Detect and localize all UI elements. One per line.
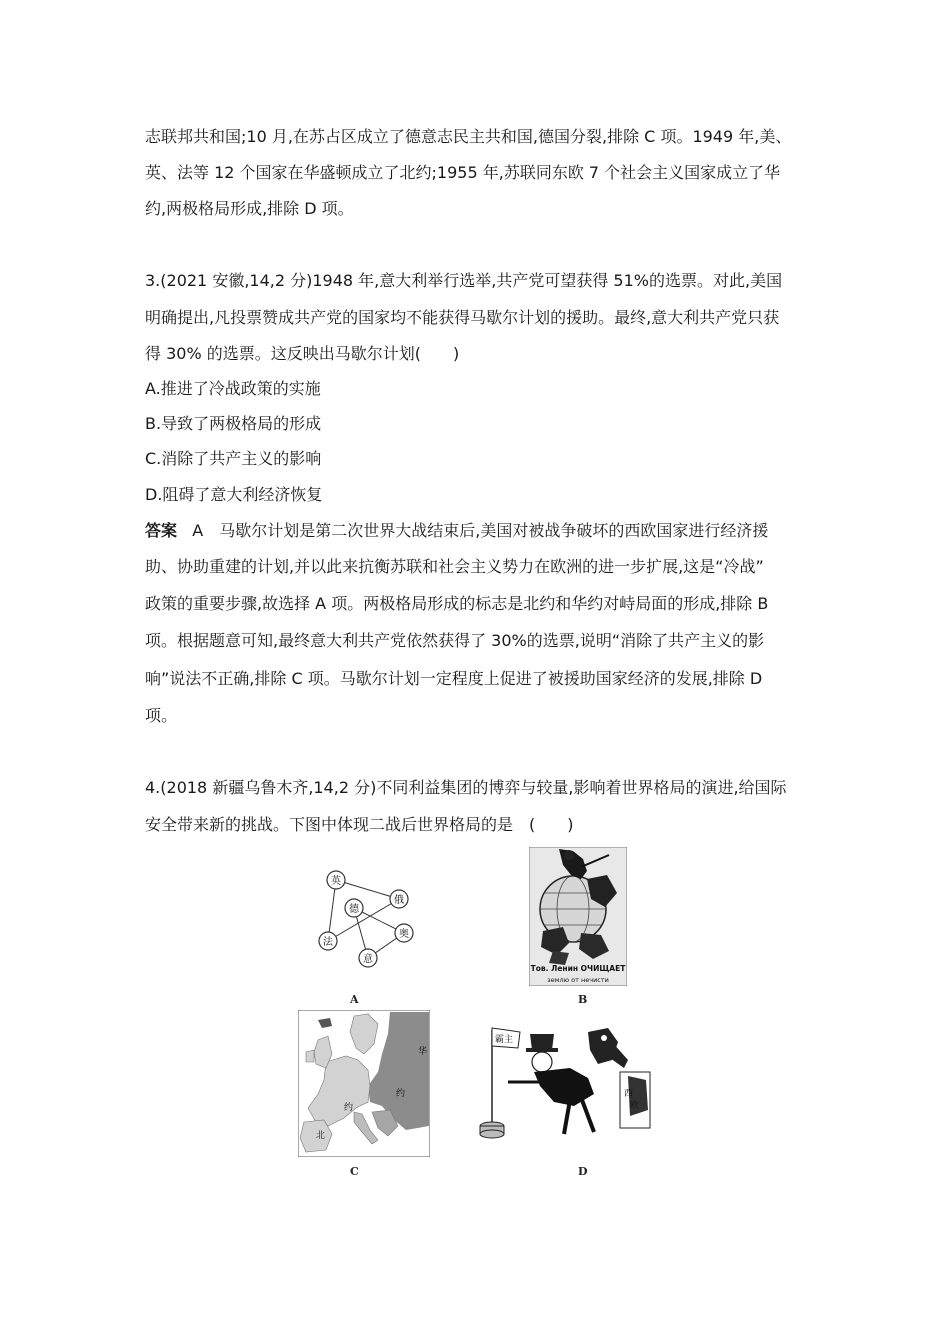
figure-a-network [316,866,416,970]
prev-line-2: 英、法等 12 个国家在华盛顿成立了北约;1955 年,苏联同东欧 7 个社会主义国家成立了华 [145,163,781,182]
poster-text-1: Тов. Ленин ОЧИЩАЕТ [530,964,626,973]
q4-stem-line-1: 4.(2018 新疆乌鲁木齐,14,2 分)不同利益集团的博弈与较量,影响着世界格局的演进,给国际 [145,778,787,797]
node-russia: 俄 [394,895,404,906]
sign-text-1: 西 [624,1089,634,1099]
figure-c-europe-map [298,1010,430,1157]
figure-d-caption: D [578,1165,588,1178]
node-italy: 意 [363,954,373,965]
q4-stem-line-2: 安全带来新的挑战。下图中体现二战后世界格局的是 ( ) [145,815,574,834]
flag-text: 霸主 [494,1035,514,1045]
q3-stem-line-3: 得 30% 的选票。这反映出马歇尔计划( ) [145,344,460,363]
q3-option-b: B.导致了两极格局的形成 [145,414,322,433]
node-germany: 德 [349,904,359,915]
q3-option-a: A.推进了冷战政策的实施 [145,379,321,398]
map-label-yue-west: 约 [344,1103,354,1113]
q3-answer-line-5: 响”说法不正确,排除 C 项。马歇尔计划一定程度上促进了被援助国家经济的发展,排除 D [145,669,763,688]
answer-text: A 马歇尔计划是第二次世界大战结束后,美国对被战争破坏的西欧国家进行经济援 [192,521,769,540]
figure-b-poster [529,847,627,986]
prev-line-1: 志联邦共和国;10 月,在苏占区成立了德意志民主共和国,德国分裂,排除 C 项。1949 年,美、 [145,127,792,146]
poster-text-2: землю от нечисти [547,976,609,984]
prev-line-3: 约,两极格局形成,排除 D 项。 [145,199,354,218]
map-label-bei: 北 [316,1131,326,1141]
answer-label: 答案 [145,521,178,540]
figure-a-caption: A [350,993,359,1006]
figure-d-cartoon [478,1020,652,1142]
q3-answer-line-3: 政策的重要步骤,故选择 A 项。两极格局形成的标志是北约和华约对峙局面的形成,排除 B [145,594,769,613]
q3-option-d: D.阻碍了意大利经济恢复 [145,485,323,504]
sign-text-2: 欧 [630,1101,640,1111]
map-label-hua: 华 [418,1047,428,1057]
q3-stem-line-1: 3.(2021 安徽,14,2 分)1948 年,意大利举行选举,共产党可望获得 51%的选票。对此,美国 [145,271,783,290]
node-austria: 奥 [399,929,409,940]
q3-option-c: C.消除了共产主义的影响 [145,449,322,468]
q3-stem-line-2: 明确提出,凡投票赞成共产党的国家均不能获得马歇尔计划的援助。最终,意大利共产党只获 [145,308,780,327]
q3-answer-line-4: 项。根据题意可知,最终意大利共产党依然获得了 30%的选票,说明“消除了共产主义的影 [145,631,765,650]
map-label-yue-east: 约 [396,1089,406,1099]
node-france: 法 [323,937,333,948]
node-uk: 英 [331,876,341,887]
q3-answer-line-1 [145,521,768,541]
figure-c-caption: C [350,1165,359,1178]
figure-b-caption: B [578,993,588,1006]
q3-answer-line-2: 助、协助重建的计划,并以此来抗衡苏联和社会主义势力在欧洲的进一步扩展,这是“冷战” [145,557,764,576]
q3-answer-line-6: 项。 [145,706,178,725]
